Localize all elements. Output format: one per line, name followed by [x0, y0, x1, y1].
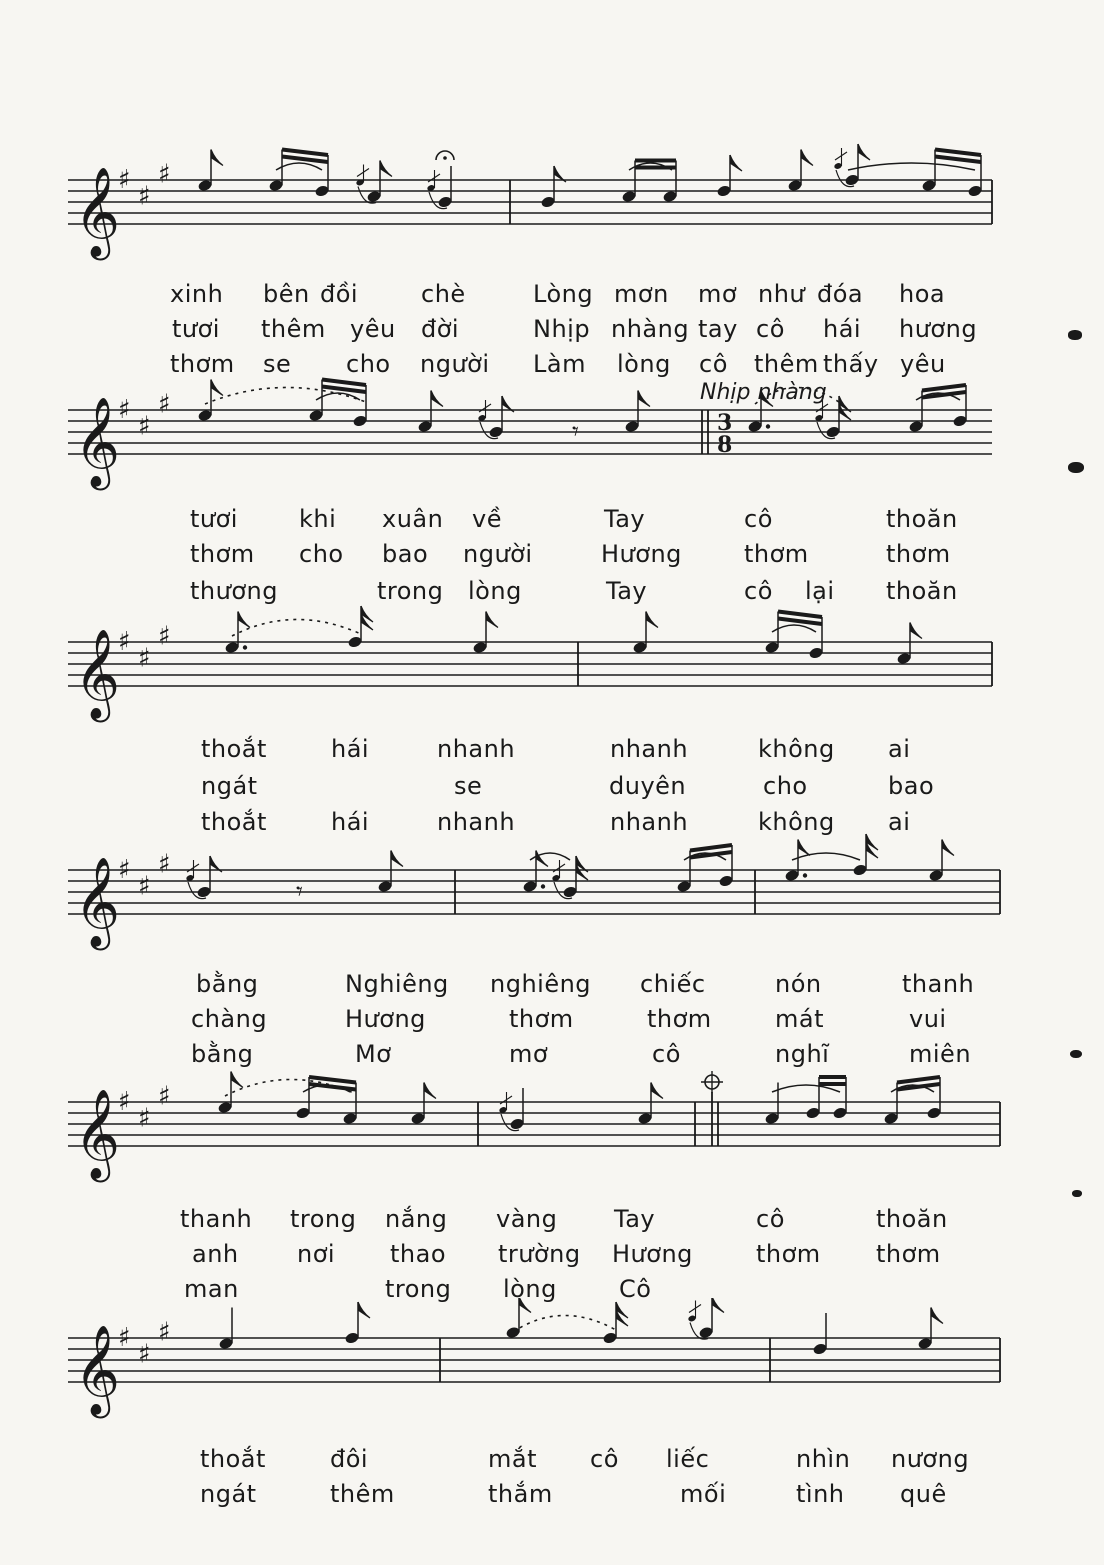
note	[308, 380, 323, 423]
sharp-icon: ♯	[158, 159, 171, 190]
note	[787, 150, 813, 193]
lyric-syllable: thơm	[886, 540, 951, 568]
lyric-syllable: miên	[909, 1040, 972, 1068]
lyric-syllable: ngát	[200, 1480, 257, 1508]
sharp-icon: ♯	[118, 1323, 131, 1353]
lyric-syllable: Tay	[604, 505, 646, 533]
sharp-icon: ♯	[118, 395, 131, 425]
lyric-syllable: mắt	[488, 1445, 537, 1473]
lyric-syllable: Lòng	[533, 280, 594, 308]
lyric-syllable: trường	[498, 1240, 581, 1268]
music-staff	[0, 602, 1104, 742]
lyric-syllable: ngát	[201, 772, 258, 800]
treble-clef-icon: 𝄞	[74, 397, 121, 487]
sharp-icon: ♯	[158, 849, 171, 880]
lyric-syllable: bên	[263, 280, 310, 308]
note	[687, 1298, 724, 1339]
lyric-syllable: thắm	[488, 1480, 553, 1508]
note	[417, 391, 443, 434]
lyric-syllable: đời	[421, 315, 460, 343]
note	[217, 1072, 243, 1115]
lyric-syllable: quê	[900, 1480, 947, 1508]
note	[472, 612, 498, 655]
lyric-syllable: cô	[699, 350, 728, 378]
lyric-syllable: bao	[888, 772, 935, 800]
lyric-syllable: tươi	[172, 315, 220, 343]
sharp-icon: ♯	[118, 1087, 131, 1117]
sharp-icon: ♯	[138, 1339, 151, 1370]
lyric-syllable: liếc	[666, 1445, 710, 1473]
lyric-syllable: Tay	[614, 1205, 656, 1233]
lyric-syllable: mơ	[698, 280, 738, 308]
note	[896, 623, 922, 666]
lyric-verse-2	[0, 540, 1104, 570]
lyric-syllable: thoăn	[886, 577, 958, 605]
lyric-syllable: mơn	[614, 280, 669, 308]
lyric-syllable: nhìn	[796, 1445, 851, 1473]
lyric-syllable: thao	[390, 1240, 447, 1268]
lyric-syllable: lòng	[468, 577, 522, 605]
lyric-syllable: nón	[775, 970, 822, 998]
lyric-verse-1	[0, 1445, 1104, 1475]
lyric-syllable: nhanh	[437, 808, 516, 836]
lyric-verse-1	[0, 280, 1104, 310]
lyric-syllable: thoắt	[200, 1445, 266, 1473]
sharp-icon: ♯	[138, 1103, 151, 1134]
scan-speck	[1068, 462, 1084, 473]
sharp-icon: ♯	[158, 389, 171, 420]
sharp-icon: ♯	[138, 411, 151, 442]
lyric-syllable: không	[758, 735, 835, 763]
music-staff	[0, 1062, 1104, 1202]
lyric-syllable: người	[463, 540, 533, 568]
lyric-syllable: lòng	[617, 350, 671, 378]
note	[197, 380, 223, 423]
treble-clef-icon: 𝄞	[74, 167, 121, 257]
slur	[848, 163, 975, 170]
slur	[792, 853, 860, 860]
lyric-syllable: thêm	[754, 350, 819, 378]
lyric-syllable: nghiêng	[490, 970, 592, 998]
lyric-syllable: Tay	[606, 577, 648, 605]
lyric-syllable: cô	[756, 1205, 785, 1233]
lyric-syllable: thanh	[180, 1205, 253, 1233]
sharp-icon: ♯	[158, 1081, 171, 1112]
dotted-slur	[232, 619, 361, 636]
lyric-syllable: xinh	[170, 280, 224, 308]
lyric-syllable: hái	[823, 315, 862, 343]
lyric-syllable: Nghiêng	[345, 970, 449, 998]
lyric-syllable: nương	[891, 1445, 970, 1473]
time-signature-denominator: 8	[717, 432, 733, 458]
lyric-syllable: thêm	[330, 1480, 395, 1508]
lyric-syllable: tình	[796, 1480, 845, 1508]
lyric-syllable: chàng	[191, 1005, 268, 1033]
lyric-syllable: cho	[763, 772, 808, 800]
note	[224, 612, 250, 655]
lyric-syllable: nhàng	[611, 315, 690, 343]
note	[764, 612, 779, 655]
lyric-syllable: bằng	[191, 1040, 254, 1068]
lyric-syllable: như	[758, 280, 806, 308]
lyric-syllable: mát	[775, 1005, 824, 1033]
lyric-syllable: tay	[698, 315, 738, 343]
lyric-syllable: thơm	[190, 540, 255, 568]
note	[218, 1308, 233, 1351]
lyric-syllable: se	[454, 772, 483, 800]
lyric-syllable: thoăn	[886, 505, 958, 533]
lyric-syllable: thoắt	[201, 735, 267, 763]
lyric-syllable: hái	[331, 808, 370, 836]
fermata-icon	[443, 156, 447, 160]
lyric-syllable: nơi	[297, 1240, 336, 1268]
lyric-syllable: khi	[299, 505, 337, 533]
lyric-verse-2	[0, 1480, 1104, 1510]
lyric-verse-2	[0, 1240, 1104, 1270]
lyric-syllable: thêm	[261, 315, 326, 343]
sharp-icon: ♯	[138, 181, 151, 212]
sharp-icon: ♯	[138, 643, 151, 674]
lyric-syllable: thoắt	[201, 808, 267, 836]
note	[637, 1083, 663, 1126]
scan-speck	[1068, 330, 1082, 340]
lyric-verse-2	[0, 1005, 1104, 1035]
treble-clef-icon: 𝄞	[74, 1325, 121, 1415]
music-staff	[0, 140, 1104, 280]
eighth-rest-icon: 𝄾	[572, 417, 579, 447]
lyric-syllable: đồi	[320, 280, 359, 308]
lyric-syllable: không	[758, 808, 835, 836]
lyric-syllable: yêu	[900, 350, 946, 378]
lyric-syllable: thơm	[744, 540, 809, 568]
lyric-verse-2	[0, 315, 1104, 345]
lyric-syllable: thấy	[823, 350, 879, 378]
note	[295, 1077, 310, 1120]
lyric-syllable: cho	[299, 540, 344, 568]
lyric-verse-1	[0, 735, 1104, 765]
lyric-syllable: hương	[899, 315, 978, 343]
note	[917, 1308, 943, 1351]
lyric-syllable: cô	[744, 577, 773, 605]
eighth-rest-icon: 𝄾	[296, 877, 303, 907]
lyric-verse-2	[0, 772, 1104, 802]
lyric-syllable: Hương	[601, 540, 682, 568]
lyric-syllable: cô	[590, 1445, 619, 1473]
lyric-syllable: đóa	[817, 280, 864, 308]
lyric-syllable: trong	[385, 1275, 452, 1303]
lyric-syllable: thơm	[509, 1005, 574, 1033]
lyric-syllable: đôi	[330, 1445, 369, 1473]
time-signature-numerator: 3	[717, 410, 733, 436]
treble-clef-icon: 𝄞	[74, 1089, 121, 1179]
scan-speck	[1072, 1190, 1082, 1197]
note	[764, 1083, 779, 1126]
tempo-marking: Nhịp nhàng	[700, 380, 827, 405]
lyric-syllable: thơm	[647, 1005, 712, 1033]
note	[624, 391, 650, 434]
lyric-syllable: thoăn	[876, 1205, 948, 1233]
lyric-syllable: xuân	[382, 505, 444, 533]
sharp-icon: ♯	[118, 627, 131, 657]
lyric-syllable: trong	[377, 577, 444, 605]
lyric-syllable: Cô	[619, 1275, 652, 1303]
note	[928, 840, 954, 883]
note	[805, 1077, 820, 1120]
note	[632, 612, 658, 655]
lyric-syllable: Nhịp	[533, 315, 591, 343]
lyric-syllable: ai	[888, 808, 911, 836]
lyric-syllable: Hương	[345, 1005, 426, 1033]
lyric-syllable: thơm	[876, 1240, 941, 1268]
lyric-verse-1	[0, 505, 1104, 535]
slur	[276, 163, 322, 170]
lyric-syllable: bao	[382, 540, 429, 568]
lyric-syllable: cho	[346, 350, 391, 378]
lyric-syllable: cô	[652, 1040, 681, 1068]
slur	[772, 1085, 840, 1092]
lyric-syllable: chiếc	[640, 970, 706, 998]
sharp-icon: ♯	[138, 871, 151, 902]
lyric-syllable: nhanh	[610, 735, 689, 763]
lyric-syllable: cô	[744, 505, 773, 533]
lyric-syllable: nhanh	[437, 735, 516, 763]
lyric-syllable: hoa	[899, 280, 946, 308]
lyric-syllable: bằng	[196, 970, 259, 998]
lyric-syllable: thương	[190, 577, 278, 605]
lyric-syllable: anh	[192, 1240, 239, 1268]
lyric-verse-1	[0, 970, 1104, 1000]
lyric-syllable: tươi	[190, 505, 238, 533]
lyric-syllable: người	[420, 350, 490, 378]
note	[377, 851, 403, 894]
lyric-syllable: cô	[756, 315, 785, 343]
lyric-syllable: về	[472, 505, 502, 533]
sharp-icon: ♯	[158, 621, 171, 652]
lyric-syllable: duyên	[609, 772, 687, 800]
lyric-syllable: thơm	[756, 1240, 821, 1268]
note	[355, 161, 392, 204]
note	[410, 1083, 436, 1126]
lyric-verse-1	[0, 1205, 1104, 1235]
note	[505, 1298, 531, 1339]
lyric-syllable: lại	[805, 577, 835, 605]
lyric-syllable: Làm	[533, 350, 586, 378]
music-staff	[0, 1298, 1104, 1438]
lyric-syllable: nhanh	[610, 808, 689, 836]
lyric-syllable: Mơ	[355, 1040, 392, 1068]
lyric-syllable: yêu	[350, 315, 396, 343]
lyric-syllable: nghĩ	[775, 1040, 830, 1068]
note	[921, 150, 936, 193]
lyric-syllable: Hương	[612, 1240, 693, 1268]
lyric-syllable: chè	[421, 280, 466, 308]
lyric-syllable: thơm	[170, 350, 235, 378]
sharp-icon: ♯	[118, 855, 131, 885]
lyric-syllable: vui	[909, 1005, 947, 1033]
treble-clef-icon: 𝄞	[74, 857, 121, 947]
lyric-syllable: thanh	[902, 970, 975, 998]
lyric-syllable: mối	[680, 1480, 727, 1508]
lyric-syllable: lòng	[503, 1275, 557, 1303]
lyric-syllable: vàng	[496, 1205, 558, 1233]
note	[197, 150, 223, 193]
lyric-syllable: mơ	[509, 1040, 549, 1068]
lyric-syllable: ai	[888, 735, 911, 763]
sharp-icon: ♯	[118, 165, 131, 195]
note	[784, 840, 810, 883]
note	[268, 150, 283, 193]
lyric-syllable: trong	[290, 1205, 357, 1233]
lyric-syllable: man	[184, 1275, 239, 1303]
dotted-slur	[513, 1315, 616, 1332]
lyric-syllable: hái	[331, 735, 370, 763]
music-staff	[0, 830, 1104, 970]
lyric-syllable: nắng	[385, 1205, 448, 1233]
music-staff	[0, 370, 1104, 510]
note	[812, 1313, 827, 1356]
lyric-syllable: se	[263, 350, 292, 378]
sharp-icon: ♯	[158, 1317, 171, 1348]
treble-clef-icon: 𝄞	[74, 629, 121, 719]
